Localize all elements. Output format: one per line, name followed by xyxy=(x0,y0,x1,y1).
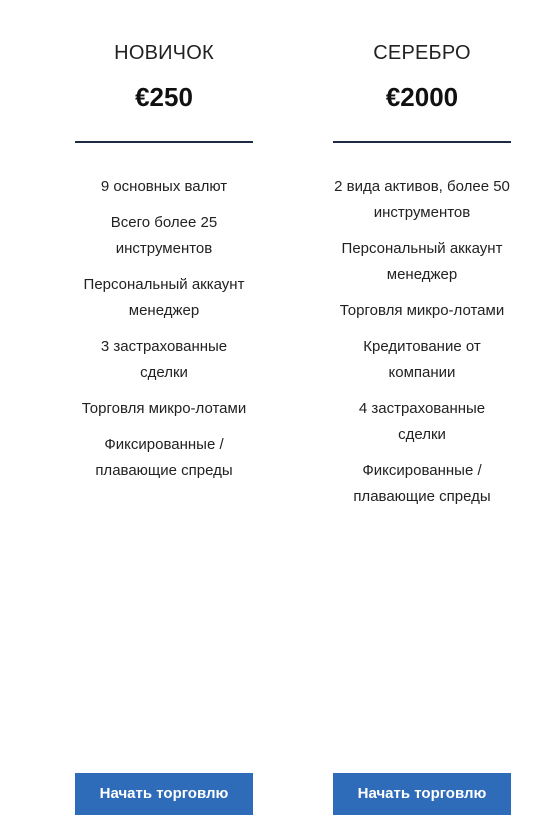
plan-card-novice xyxy=(75,0,253,815)
feature-item: 2 вида активов, более 50 инструментов xyxy=(334,178,510,221)
plan-name: НОВИЧОК xyxy=(114,42,214,64)
feature-item: Торговля микро-лотами xyxy=(339,302,505,319)
divider xyxy=(75,141,253,143)
plan-price: €2000 xyxy=(385,82,459,112)
feature-item: Кредитование от компании xyxy=(363,338,481,381)
feature-list xyxy=(333,174,511,520)
plan-name: СЕРЕБРО xyxy=(373,42,471,64)
feature-item: Персональный аккаунт менеджер xyxy=(83,276,245,319)
feature-item: 9 основных валют xyxy=(100,178,228,195)
feature-item: Фиксированные / плавающие спреды xyxy=(95,436,233,479)
divider xyxy=(333,141,511,143)
feature-item: Всего более 25 инструментов xyxy=(110,214,218,257)
start-trading-button[interactable]: Начать торговлю xyxy=(333,773,511,815)
feature-item: 3 застрахованные сделки xyxy=(100,338,228,381)
feature-item: Торговля микро-лотами xyxy=(81,400,247,417)
plan-card-silver xyxy=(333,0,511,815)
feature-item: Фиксированные / плавающие спреды xyxy=(353,462,491,505)
feature-item: 4 застрахованные сделки xyxy=(358,400,486,443)
feature-list xyxy=(75,174,253,494)
feature-item: Персональный аккаунт менеджер xyxy=(341,240,503,283)
plan-price: €250 xyxy=(135,82,193,112)
start-trading-button[interactable]: Начать торговлю xyxy=(75,773,253,815)
